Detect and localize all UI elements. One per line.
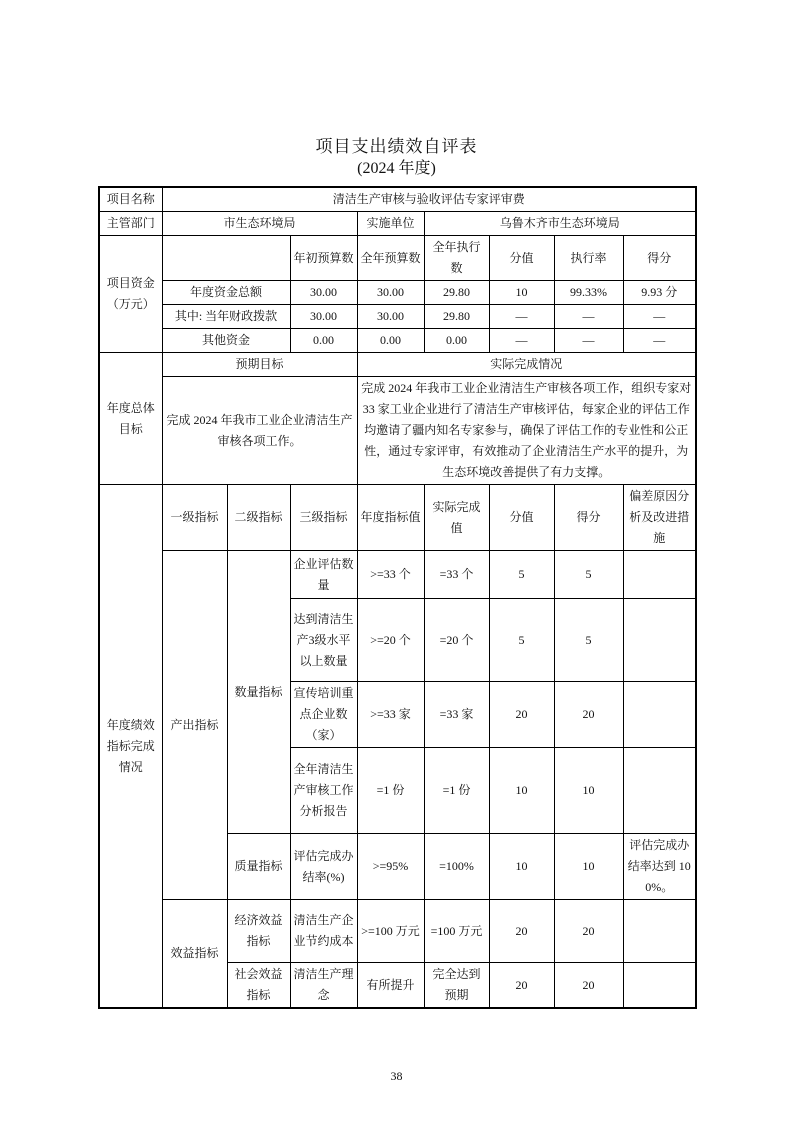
indicators-header-score: 得分 — [554, 485, 623, 551]
funds-header-annual-execution: 全年执行数 — [424, 236, 489, 281]
indicator-target: >=33 家 — [357, 682, 424, 748]
indicator-score: 5 — [554, 599, 623, 682]
level2-economic-indicator: 经济效益指标 — [227, 900, 290, 963]
indicator-name: 企业评估数量 — [290, 551, 357, 599]
indicator-deviation — [623, 551, 696, 599]
page-title: 项目支出绩效自评表 — [315, 137, 478, 156]
indicator-actual: =1 份 — [424, 748, 489, 834]
indicator-deviation — [623, 748, 696, 834]
funds-header-annual-budget: 全年预算数 — [357, 236, 424, 281]
indicator-target: >=20 个 — [357, 599, 424, 682]
level2-quality-indicator: 质量指标 — [227, 834, 290, 900]
page-number: 38 — [390, 1069, 403, 1083]
indicator-actual: =33 家 — [424, 682, 489, 748]
indicator-deviation — [623, 963, 696, 1009]
funds-cell: 29.80 — [424, 281, 489, 305]
table-row — [99, 329, 696, 353]
funds-cell: 30.00 — [357, 305, 424, 329]
indicator-weight: 10 — [489, 748, 554, 834]
indicators-header-level2: 二级指标 — [227, 485, 290, 551]
indicator-actual: =100 万元 — [424, 900, 489, 963]
indicator-actual: =33 个 — [424, 551, 489, 599]
indicator-name: 达到清洁生产3级水平以上数量 — [290, 599, 357, 682]
indicator-weight: 5 — [489, 599, 554, 682]
indicator-score: 20 — [554, 900, 623, 963]
funds-cell: — — [489, 329, 554, 353]
project-name-value: 清洁生产审核与验收评估专家评审费 — [162, 187, 696, 212]
indicator-target: >=33 个 — [357, 551, 424, 599]
funds-cell: 0.00 — [357, 329, 424, 353]
table-row — [99, 212, 696, 236]
empty-cell — [162, 236, 290, 281]
actual-completion-header: 实际完成情况 — [357, 353, 696, 377]
table-row — [99, 236, 696, 281]
indicator-weight: 20 — [489, 682, 554, 748]
indicator-actual: =100% — [424, 834, 489, 900]
indicator-name: 清洁生产企业节约成本 — [290, 900, 357, 963]
indicator-deviation: 评估完成办结率达到 100%。 — [623, 834, 696, 900]
funds-row-label: 年度资金总额 — [162, 281, 290, 305]
funds-header-score: 得分 — [623, 236, 696, 281]
funds-cell: 10 — [489, 281, 554, 305]
indicator-deviation — [623, 682, 696, 748]
table-row — [99, 187, 696, 212]
implementing-unit-label: 实施单位 — [357, 212, 424, 236]
funds-cell: 0.00 — [424, 329, 489, 353]
level2-quantity-indicator: 数量指标 — [227, 551, 290, 834]
indicator-score: 10 — [554, 834, 623, 900]
table-row — [99, 353, 696, 377]
implementing-unit-value: 乌鲁木齐市生态环境局 — [424, 212, 696, 236]
funds-cell: 30.00 — [357, 281, 424, 305]
funds-header-execution-rate: 执行率 — [554, 236, 623, 281]
indicator-actual: =20 个 — [424, 599, 489, 682]
funds-cell: — — [489, 305, 554, 329]
indicator-target: >=95% — [357, 834, 424, 900]
indicator-actual: 完全达到预期 — [424, 963, 489, 1009]
indicator-score: 10 — [554, 748, 623, 834]
table-row — [99, 900, 696, 963]
indicators-header-deviation: 偏差原因分析及改进措施 — [623, 485, 696, 551]
project-name-label: 项目名称 — [99, 187, 162, 212]
annual-goal-label: 年度总体目标 — [99, 353, 162, 485]
indicator-weight: 5 — [489, 551, 554, 599]
indicators-header-level3: 三级指标 — [290, 485, 357, 551]
indicators-header-actual: 实际完成值 — [424, 485, 489, 551]
table-row — [99, 305, 696, 329]
table-row — [99, 485, 696, 551]
indicator-target: >=100 万元 — [357, 900, 424, 963]
indicators-section-label: 年度绩效指标完成情况 — [99, 485, 162, 1009]
actual-completion-text: 完成 2024 年我市工业企业清洁生产审核各项工作，组织专家对 33 家工业企业进行了清洁生产审核评估，每家企业的评估工作均邀请了疆内知名专家参与，确保了评估工作的专业性和公正性，通过专家评审，有效推动了企业清洁生产水平的提升，为生态环境改善提供了有力支撑。 — [357, 377, 696, 485]
funds-cell: 30.00 — [290, 305, 357, 329]
table-row — [99, 551, 696, 599]
level1-benefit-indicator: 效益指标 — [162, 900, 227, 1009]
indicator-weight: 10 — [489, 834, 554, 900]
indicator-target: 有所提升 — [357, 963, 424, 1009]
funds-cell: — — [554, 329, 623, 353]
department-value: 市生态环境局 — [162, 212, 357, 236]
indicator-name: 评估完成办结率(%) — [290, 834, 357, 900]
funds-cell: 29.80 — [424, 305, 489, 329]
table-row — [99, 377, 696, 485]
funds-header-weight: 分值 — [489, 236, 554, 281]
funds-header-initial-budget: 年初预算数 — [290, 236, 357, 281]
indicator-target: =1 份 — [357, 748, 424, 834]
level2-social-indicator: 社会效益指标 — [227, 963, 290, 1009]
indicator-weight: 20 — [489, 900, 554, 963]
funds-cell: — — [554, 305, 623, 329]
funds-cell: 9.93 分 — [623, 281, 696, 305]
department-label: 主管部门 — [99, 212, 162, 236]
funds-cell: — — [623, 305, 696, 329]
indicator-score: 20 — [554, 682, 623, 748]
funds-cell: — — [623, 329, 696, 353]
indicator-score: 20 — [554, 963, 623, 1009]
indicator-name: 宣传培训重点企业数（家） — [290, 682, 357, 748]
level1-output-indicator: 产出指标 — [162, 551, 227, 900]
indicator-deviation — [623, 900, 696, 963]
expected-goal-header: 预期目标 — [162, 353, 357, 377]
indicators-header-level1: 一级指标 — [162, 485, 227, 551]
funds-cell: 99.33% — [554, 281, 623, 305]
self-evaluation-table — [98, 186, 697, 1009]
indicators-header-target: 年度指标值 — [357, 485, 424, 551]
indicator-deviation — [623, 599, 696, 682]
page-subtitle: (2024 年度) — [357, 160, 436, 177]
indicator-name: 清洁生产理念 — [290, 963, 357, 1009]
indicator-name: 全年清洁生产审核工作分析报告 — [290, 748, 357, 834]
funds-row-label: 其中: 当年财政拨款 — [162, 305, 290, 329]
indicator-weight: 20 — [489, 963, 554, 1009]
indicators-header-weight: 分值 — [489, 485, 554, 551]
funds-cell: 30.00 — [290, 281, 357, 305]
funds-row-label: 其他资金 — [162, 329, 290, 353]
indicator-score: 5 — [554, 551, 623, 599]
table-row — [99, 281, 696, 305]
funds-cell: 0.00 — [290, 329, 357, 353]
expected-goal-text: 完成 2024 年我市工业企业清洁生产审核各项工作。 — [162, 377, 357, 485]
funds-section-label: 项目资金（万元） — [99, 236, 162, 353]
